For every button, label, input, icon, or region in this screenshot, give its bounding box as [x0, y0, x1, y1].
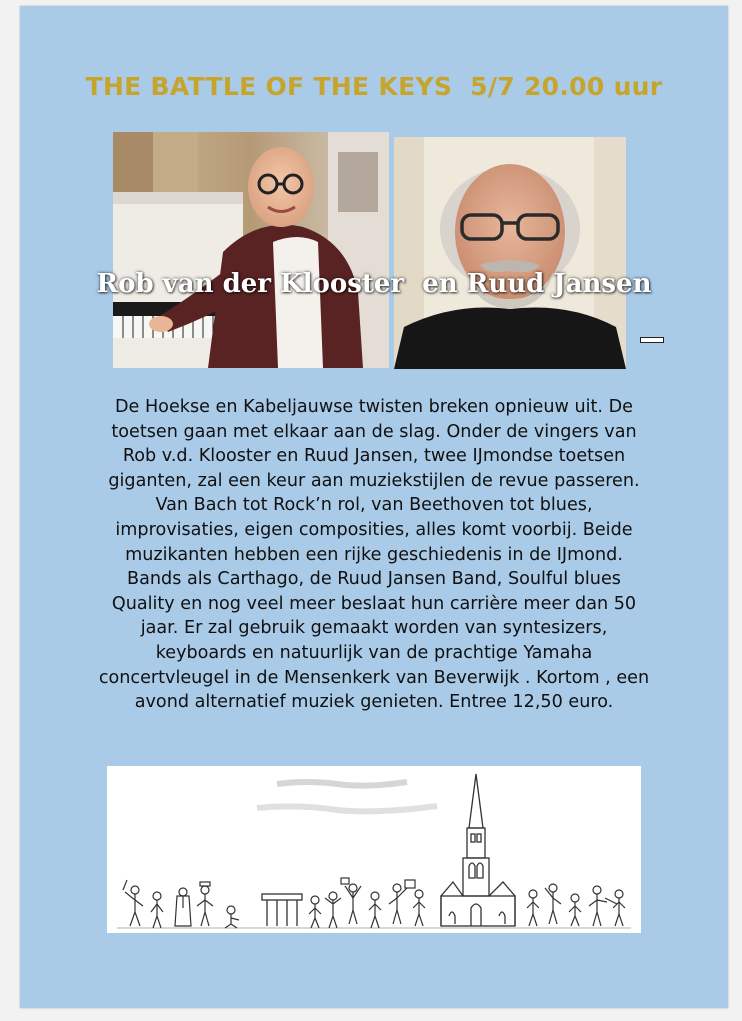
description-line: De Hoekse en Kabeljauwse twisten breken opnieuw uit. De	[114, 397, 633, 417]
description-line: Rob v.d. Klooster en Ruud Jansen, twee IJmondse toetsen	[122, 446, 626, 467]
photo-rob-image	[113, 132, 389, 368]
church-drawing-image	[107, 766, 641, 933]
description-line: Van Bach tot Rock’n rol, van Beethoven tot blues,	[155, 495, 593, 516]
church-crowd-drawing	[107, 766, 641, 933]
event-description	[62, 395, 686, 715]
poster	[20, 6, 728, 1008]
event-title: THE BATTLE OF THE KEYS 5/7 20.00 uur	[85, 72, 663, 101]
description-line: improvisaties, eigen composities, alles komt voorbij. Beide	[115, 519, 633, 540]
description-line: concertvleugel in de Mensenkerk van Beverwijk . Kortom , een	[98, 667, 650, 688]
description-line: avond alternatief muziek genieten. Entree 12,50 euro.	[134, 692, 614, 713]
description-line: giganten, zal een keur aan muziekstijlen de revue passeren.	[108, 470, 640, 491]
photo-ruud-portrait	[394, 137, 626, 369]
photo-ruud-image	[394, 137, 626, 369]
dash-marker	[640, 337, 664, 343]
description-line: Bands als Carthago, de Ruud Jansen Band, Soulful blues	[127, 569, 621, 590]
description-line: Quality en nog veel meer beslaat hun carrière meer dan 50	[111, 593, 637, 614]
photo-rob-at-piano	[113, 132, 389, 368]
description-line: toetsen gaan met elkaar aan de slag. Onder de vingers van	[111, 421, 637, 442]
performer-names-overlay: Rob van der Klooster en Ruud Jansen	[96, 269, 652, 299]
description-line: muzikanten hebben een rijke geschiedenis in de IJmond.	[125, 544, 623, 565]
description-line: jaar. Er zal gebruik gemaakt worden van syntesizers,	[140, 618, 608, 639]
description-line: keyboards en natuurlijk van de prachtige Yamaha	[155, 642, 593, 663]
